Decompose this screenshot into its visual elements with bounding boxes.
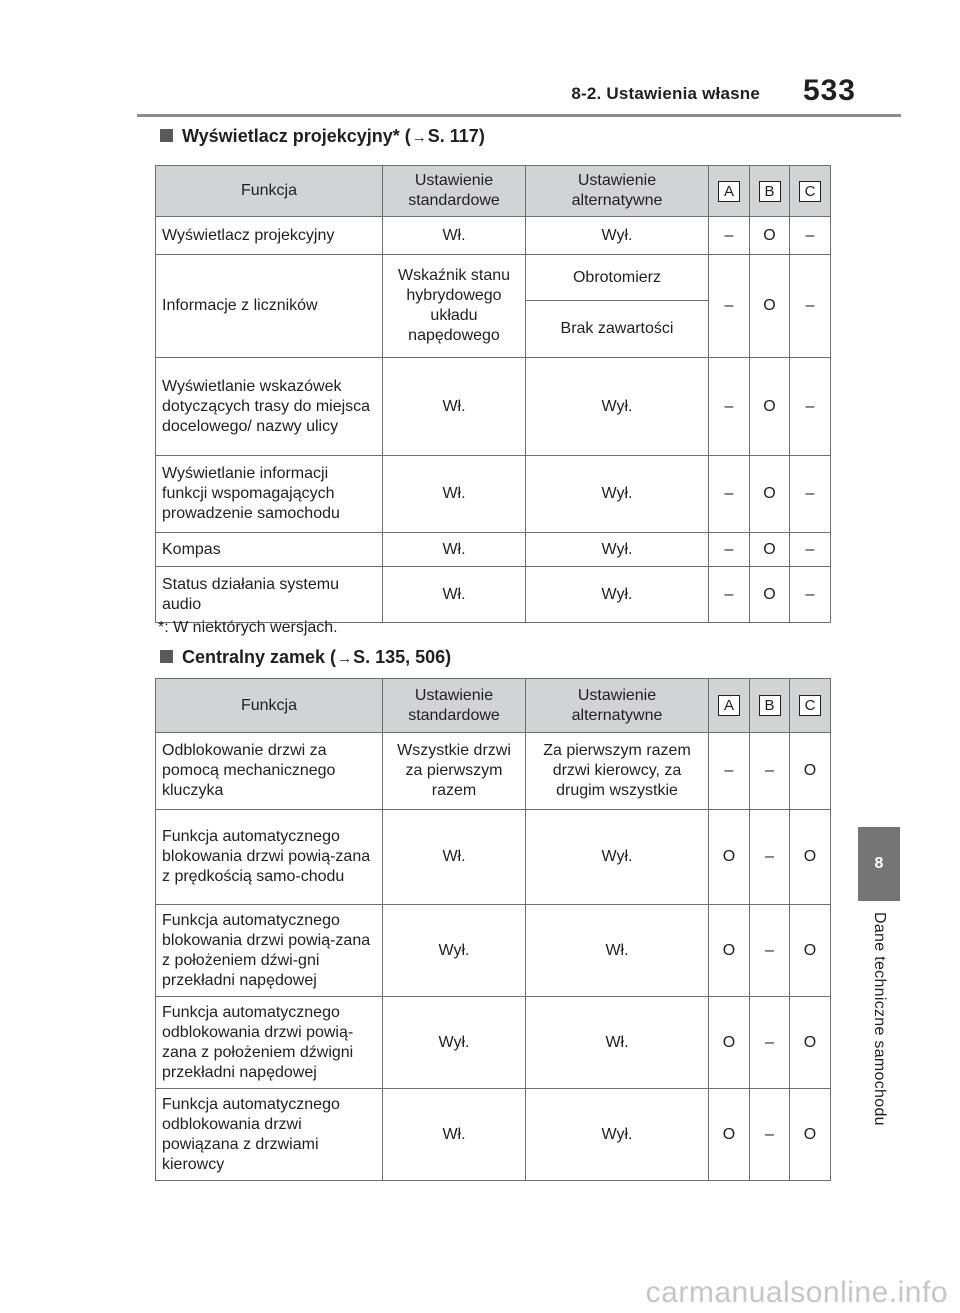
letter-c-icon: C	[799, 181, 821, 202]
cell-default: Wszystkie drzwi za pierwszym razem	[383, 733, 526, 810]
section-heading-hud	[160, 126, 485, 147]
page-reference-link[interactable]: S. 135, 506)	[353, 647, 452, 667]
heading-text: Wyświetlacz projekcyjny* (	[182, 126, 411, 146]
letter-b-icon: B	[759, 695, 781, 716]
section-heading-door-lock	[160, 647, 451, 668]
cell-c: O	[790, 1089, 831, 1181]
cell-b: –	[750, 905, 790, 997]
cell-b: O	[750, 567, 790, 623]
table-row	[156, 456, 831, 533]
cell-default: Wył.	[383, 905, 526, 997]
cell-a: O	[709, 810, 750, 905]
cell-a: –	[709, 358, 750, 456]
cell-alternative: Obrotomierz	[526, 255, 709, 301]
letter-a-icon: A	[718, 695, 740, 716]
cell-default: Wył.	[383, 997, 526, 1089]
cell-default: Wł.	[383, 456, 526, 533]
cell-b: O	[750, 255, 790, 358]
table-row	[156, 358, 831, 456]
table-row	[156, 217, 831, 255]
cell-default: Wł.	[383, 217, 526, 255]
door-lock-settings-table	[155, 678, 831, 1181]
cell-default: Wł.	[383, 533, 526, 567]
cell-a: O	[709, 997, 750, 1089]
footnote: *: W niektórych wersjach.	[158, 619, 338, 636]
table-row	[156, 533, 831, 567]
cell-a: –	[709, 255, 750, 358]
section-header-title: 8-2. Ustawienia własne	[571, 84, 760, 103]
hud-settings-table	[155, 165, 831, 623]
column-header-a	[709, 679, 750, 733]
cell-function: Funkcja automatycznego blokowania drzwi powią-zana z położeniem dźwi-gni przekładni napędowej	[156, 905, 383, 997]
cell-b: O	[750, 456, 790, 533]
column-header-default: Ustawienie standardowe	[383, 679, 526, 733]
cell-a: –	[709, 456, 750, 533]
cell-alternative: Wył.	[526, 1089, 709, 1181]
cell-b: O	[750, 533, 790, 567]
cell-alternative: Wył.	[526, 217, 709, 255]
table-row	[156, 810, 831, 905]
cell-c: –	[790, 567, 831, 623]
cell-function: Kompas	[156, 533, 383, 567]
cell-b: O	[750, 217, 790, 255]
cell-alternative: Wył.	[526, 810, 709, 905]
cell-default: Wskaźnik stanu hybrydowego układu napędowego	[383, 255, 526, 358]
table-row	[156, 1089, 831, 1181]
table-header-row	[156, 166, 831, 217]
cell-b: –	[750, 810, 790, 905]
column-header-b	[750, 166, 790, 217]
cell-alternative: Brak zawartości	[526, 301, 709, 358]
column-header-function: Funkcja	[156, 679, 383, 733]
arrow-icon: →	[411, 129, 427, 146]
heading-text: Centralny zamek (	[182, 647, 337, 667]
column-header-b	[750, 679, 790, 733]
column-header-default: Ustawienie standardowe	[383, 166, 526, 217]
table-header-row	[156, 679, 831, 733]
watermark: carmanualsonline.info	[645, 1276, 948, 1309]
column-header-c	[790, 166, 831, 217]
letter-b-icon: B	[759, 181, 781, 202]
table-row	[156, 567, 831, 623]
cell-a: –	[709, 533, 750, 567]
cell-c: O	[790, 733, 831, 810]
column-header-a	[709, 166, 750, 217]
cell-default: Wł.	[383, 1089, 526, 1181]
cell-alternative: Wł.	[526, 997, 709, 1089]
column-header-c	[790, 679, 831, 733]
cell-c: O	[790, 997, 831, 1089]
cell-function: Wyświetlanie informacji funkcji wspomagających prowadzenie samochodu	[156, 456, 383, 533]
cell-function: Funkcja automatycznego odblokowania drzwi powią-zana z położeniem dźwigni przekładni napędowej	[156, 997, 383, 1089]
column-header-function: Funkcja	[156, 166, 383, 217]
cell-c: –	[790, 217, 831, 255]
cell-alternative: Wył.	[526, 358, 709, 456]
page-number: 533	[802, 74, 856, 107]
arrow-icon: →	[337, 650, 353, 667]
column-header-alternative: Ustawienie alternatywne	[526, 166, 709, 217]
cell-a: –	[709, 217, 750, 255]
table-row	[156, 997, 831, 1089]
cell-a: –	[709, 567, 750, 623]
cell-function: Informacje z liczników	[156, 255, 383, 358]
header-divider	[137, 114, 901, 117]
cell-c: –	[790, 255, 831, 358]
square-bullet-icon	[160, 650, 173, 663]
cell-c: O	[790, 810, 831, 905]
cell-function: Funkcja automatycznego odblokowania drzwi powiązana z drzwiami kierowcy	[156, 1089, 383, 1181]
table-row	[156, 733, 831, 810]
cell-function: Wyświetlanie wskazówek dotyczących trasy do miejsca docelowego/ nazwy ulicy	[156, 358, 383, 456]
column-header-alternative: Ustawienie alternatywne	[526, 679, 709, 733]
cell-a: –	[709, 733, 750, 810]
chapter-label: Dane techniczne samochodu	[871, 912, 888, 1126]
cell-default: Wł.	[383, 567, 526, 623]
cell-a: O	[709, 905, 750, 997]
cell-function: Odblokowanie drzwi za pomocą mechanicznego kluczyka	[156, 733, 383, 810]
cell-b: O	[750, 358, 790, 456]
cell-function: Wyświetlacz projekcyjny	[156, 217, 383, 255]
cell-function: Funkcja automatycznego blokowania drzwi powią-zana z prędkością samo-chodu	[156, 810, 383, 905]
cell-b: –	[750, 733, 790, 810]
cell-b: –	[750, 1089, 790, 1181]
table-row	[156, 905, 831, 997]
cell-alternative: Wył.	[526, 533, 709, 567]
cell-c: O	[790, 905, 831, 997]
cell-alternative: Za pierwszym razem drzwi kierowcy, za drugim wszystkie	[526, 733, 709, 810]
table-row	[156, 255, 831, 301]
cell-default: Wł.	[383, 358, 526, 456]
cell-c: –	[790, 533, 831, 567]
cell-alternative: Wł.	[526, 905, 709, 997]
cell-default: Wł.	[383, 810, 526, 905]
letter-c-icon: C	[799, 695, 821, 716]
cell-function: Status działania systemu audio	[156, 567, 383, 623]
cell-c: –	[790, 358, 831, 456]
cell-c: –	[790, 456, 831, 533]
chapter-tab[interactable]: 8	[858, 827, 900, 901]
cell-alternative: Wył.	[526, 456, 709, 533]
cell-b: –	[750, 997, 790, 1089]
square-bullet-icon	[160, 129, 173, 142]
cell-alternative: Wył.	[526, 567, 709, 623]
page-reference-link[interactable]: S. 117)	[427, 126, 485, 146]
letter-a-icon: A	[718, 181, 740, 202]
cell-a: O	[709, 1089, 750, 1181]
